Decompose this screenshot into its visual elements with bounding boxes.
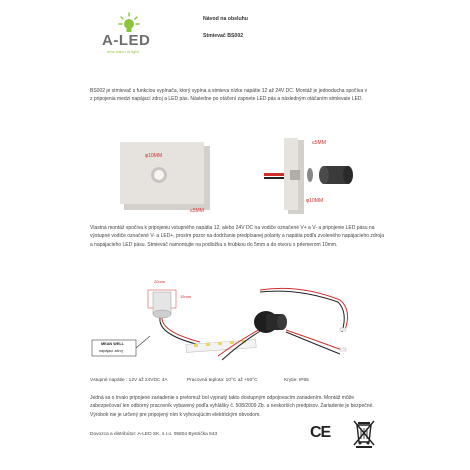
spec-protection: Krytie: IP65 <box>284 378 309 383</box>
crossed-bin-icon <box>352 418 376 448</box>
side-hole-label: φ10MM <box>306 198 324 204</box>
hole-diameter-label: φ10MM <box>145 153 163 159</box>
wiring-drawing <box>90 270 390 370</box>
distributor-line: Dovozca a distribútor: A-LED SK, s.r.o. 05804 Bystrička 543 <box>90 432 218 437</box>
spec-voltage: Vstupné napätie : 12V až 24VDC 4A <box>90 378 168 383</box>
dimmer-knob-icon <box>262 162 362 188</box>
logo-wordmark: A-LED <box>102 32 151 49</box>
mounting-figure-side <box>262 138 362 216</box>
spec-temperature: Pracovná teplota: 10°C až +50°C <box>187 378 258 383</box>
logo <box>98 12 160 54</box>
dimension-width-label: 20mm <box>154 279 166 284</box>
power-supply-brand: MEAN WELL <box>101 342 124 346</box>
product-subtitle: Stmievač BS002 <box>203 33 244 39</box>
power-supply-label: napájací zdroj <box>99 349 123 353</box>
wiring-diagram <box>90 270 390 370</box>
intro-paragraph: BS002 je stmievač s funkciou vypínača, ktorý vypína a stmieva nízke napätie 12 až 24V DC. Montáž je jednoducha spočíva v z pripojenia medzi napájací zdroj a LED pás. Následne po otáčení zapnete LED pás a následným otáčaním stmievate LED. <box>90 88 368 103</box>
ce-mark: CE <box>310 424 331 441</box>
dimension-height-label: 15mm <box>180 294 192 299</box>
side-thickness-label: ≤5MM <box>312 140 326 146</box>
mounting-figure-front <box>120 142 210 214</box>
plate-thickness-label: ≤5MM <box>190 208 204 214</box>
specifications-row <box>90 378 390 388</box>
logo-tagline: new vision of light <box>107 49 139 54</box>
safety-paragraph: Jedná sa o trvalo pripojené zariadenie s pretomuž bol vypnutý takto dostupným odpojovacím zariadením. Montáž môže zabezpečovať len odborný pracovník vybavený podľa vyhlášky č. 508/2009 Zb. a neskorších predpisov. Zariadenie je bezpečné. Výrobok nie je určený pre pripojený ním k vyhovujúcim elektrickým obvodom. <box>90 395 374 418</box>
lightbulb-icon <box>118 12 140 34</box>
hole-icon <box>148 164 170 186</box>
manual-title: Návod na obsluhu <box>203 16 248 22</box>
installation-paragraph: Vlastná montáž spočíva k pripojeniu vstupného napätia 12, alebo 24V DC na vodiče označené V+ a V- a pripojenie LED pásu na výstupné vodiče označené V- a LED+, prosím pozor na dodržanie predpísanej polarity a napätia podľa zvoleného napájacieho zdroja a napájacieho LED pásu. Stmievač namontujte na podložku s hrúbkou do 5mm a do otvoru s priemerom 10mm. <box>90 225 385 248</box>
